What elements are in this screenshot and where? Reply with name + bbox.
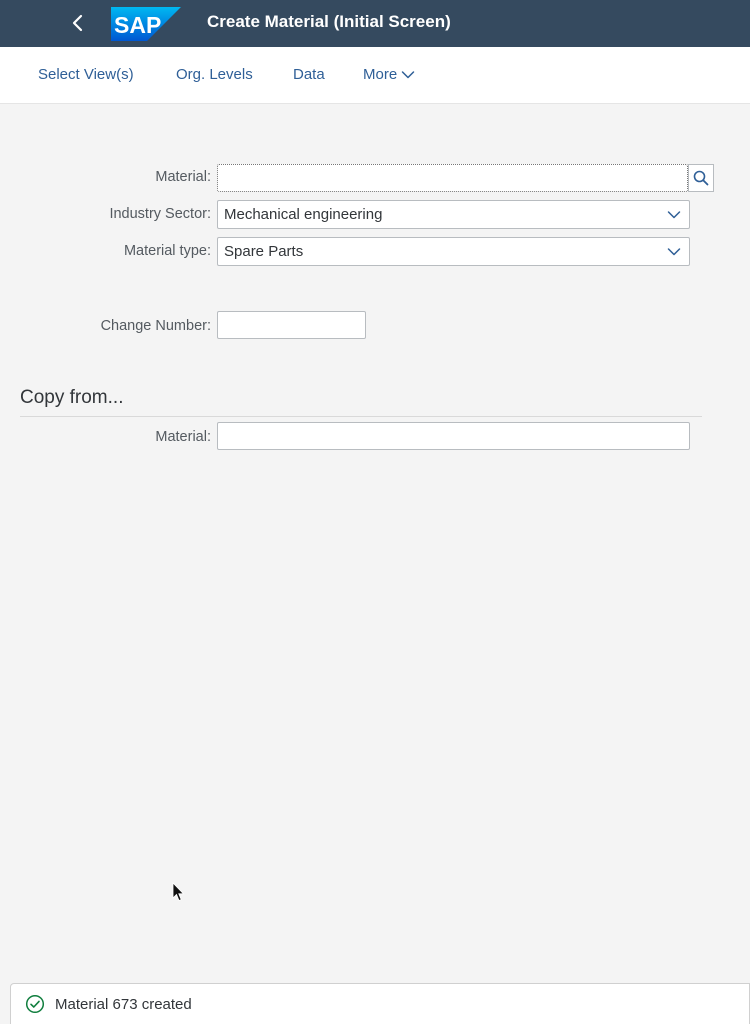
toolbar (0, 47, 750, 104)
material-type-label: Material type: (123, 243, 211, 259)
page-title: Create Material (Initial Screen) (207, 12, 451, 31)
material-input[interactable] (217, 164, 688, 192)
chevron-down-icon (401, 70, 415, 80)
industry-sector-label: Industry Sector: (109, 206, 211, 222)
copy-from-title: Copy from... (20, 387, 124, 408)
search-icon (693, 170, 709, 186)
material-type-value: Spare Parts (224, 243, 304, 260)
chevron-down-icon (667, 247, 681, 257)
chevron-down-icon (667, 210, 681, 220)
copy-material-label: Material: (155, 429, 211, 445)
material-value-help-button[interactable] (688, 164, 714, 192)
material-label: Material: (155, 169, 211, 185)
more-button[interactable] (363, 66, 415, 83)
check-circle-icon (25, 994, 45, 1014)
change-number-label: Change Number: (100, 318, 211, 334)
data-button[interactable]: Data (293, 66, 325, 83)
status-bar[interactable] (10, 983, 750, 1024)
material-type-select[interactable] (217, 237, 690, 266)
org-levels-button[interactable]: Org. Levels (176, 66, 253, 83)
back-button[interactable] (62, 8, 94, 38)
section-divider (20, 416, 702, 417)
shell-bar (0, 0, 750, 47)
mouse-pointer-icon (172, 882, 186, 902)
sap-logo (111, 7, 181, 41)
sap-logo-text: SAP (114, 12, 162, 38)
chevron-left-icon (71, 14, 85, 32)
change-number-input[interactable] (217, 311, 366, 339)
copy-material-input[interactable] (217, 422, 690, 450)
more-button-label: More (363, 66, 398, 83)
industry-sector-select[interactable] (217, 200, 690, 229)
status-message: Material 673 created (55, 995, 192, 1013)
industry-sector-value: Mechanical engineering (224, 206, 383, 223)
select-views-button[interactable]: Select View(s) (38, 66, 134, 83)
